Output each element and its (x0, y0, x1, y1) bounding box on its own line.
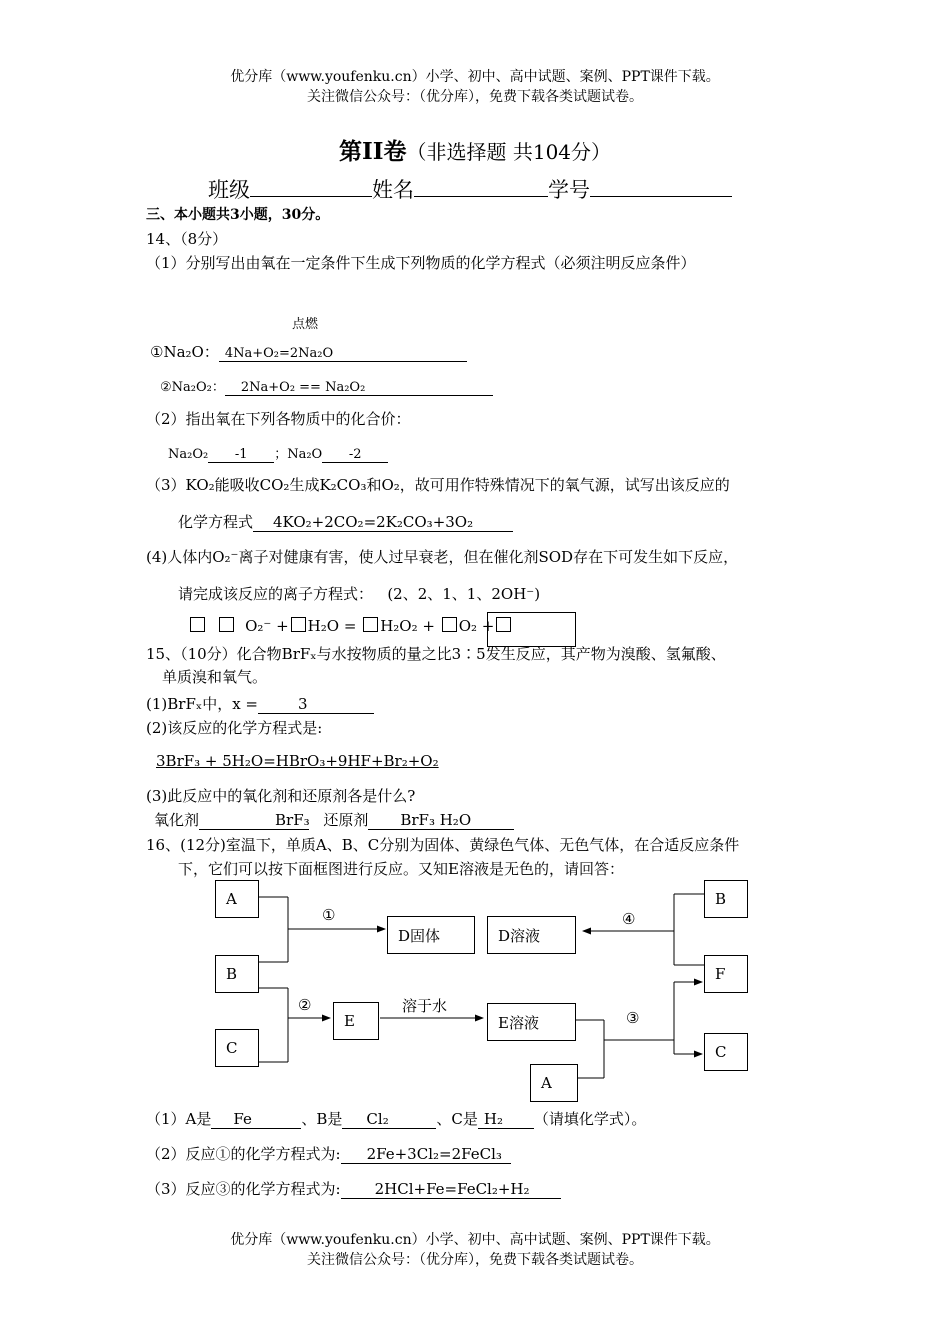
q16-answer-2 (146, 1143, 511, 1164)
q15-part3: (3)此反应中的氧化剂和还原剂各是什么? (146, 787, 416, 805)
q15-head2: 单质溴和氧气。 (162, 668, 268, 686)
q14-part2: （2）指出氧在下列各物质中的化合价： (146, 410, 411, 428)
box-d-solid: D固体 (387, 916, 475, 954)
dissolve-label: 溶于水 (402, 997, 448, 1015)
id-label: 学号 (548, 178, 590, 202)
q16-a1-a: Fe (211, 1110, 301, 1129)
title-main: 第II卷 (338, 138, 407, 165)
q15-part2-answer: 3BrF₃ + 5H₂O=HBrO₃+9HF+Br₂+O₂ (156, 752, 439, 770)
q14-valence-b-val: -2 (322, 447, 388, 463)
q14-ion-o2b: O₂ + (458, 617, 495, 635)
box-e: E (333, 1002, 379, 1040)
q14-valence-b-label: ；Na₂O (274, 447, 323, 462)
q14-part4-prompt: 请完成该反应的离子方程式： (178, 585, 374, 603)
q16-a1-b: Cl₂ (342, 1110, 436, 1129)
footer-line-2: 关注微信公众号：（优分库），免费下载各类试题试卷。 (307, 1252, 643, 1268)
name-label: 姓名 (372, 178, 414, 202)
q16-a3-label: （3）反应③的化学方程式为: (146, 1180, 341, 1198)
q16-a1-post: （请填化学式）。 (533, 1110, 647, 1128)
q15-part2: (2)该反应的化学方程式是: (146, 719, 323, 737)
q14-eq2-answer: 2Na+O₂ == Na₂O₂ (225, 380, 493, 396)
q14-ion-h2o2: H₂O₂ + (380, 617, 435, 635)
q16-answer-3 (146, 1178, 561, 1199)
q15-oxidizer-answer: BrF₃ (199, 811, 309, 830)
q15-head: 15、（10分）化合物BrFₓ与水按物质的量之比3∶5发生反应，其产物为溴酸、氢氟酸、 (146, 645, 726, 663)
title-sub: （非选择题 共104分） (406, 140, 612, 164)
q14-eq1-answer: 4Na+O₂=2Na₂O (219, 346, 467, 362)
q16-a2-label: （2）反应①的化学方程式为: (146, 1145, 341, 1163)
q14-part3-a: （3）KO₂能吸收CO₂生成K₂CO₃和O₂，故可用作特殊情况下的氧气源，试写出该反应的 (146, 476, 730, 494)
q16-a1-pre: （1）A是 (146, 1110, 212, 1128)
reaction-4-label: ④ (622, 910, 636, 928)
q14-part1: （1）分别写出由氧在一定条件下生成下列物质的化学方程式（必须注明反应条件） (146, 254, 696, 272)
q14-part4-hint: (2、2、1、1、2OH⁻) (387, 585, 541, 603)
box-d-solution: D溶液 (487, 916, 576, 954)
q16-a2-answer: 2Fe+3Cl₂=2FeCl₃ (341, 1145, 511, 1164)
q16-a1-c: H₂ (478, 1110, 534, 1129)
header-line-2: 关注微信公众号：（优分库），免费下载各类试题试卷。 (307, 89, 643, 105)
reaction-3-label: ③ (626, 1009, 640, 1027)
box-c: C (215, 1029, 259, 1067)
q14-valence-a-label: Na₂O₂ (168, 447, 209, 462)
box-f: F (704, 955, 748, 993)
q16-head2: 下，它们可以按下面框图进行反应。又知E溶液是无色的，请回答： (178, 860, 624, 878)
header-line-1: 优分库（www.youfenku.cn）小学、初中、高中试题、案例、PPT课件下载。 (230, 69, 720, 85)
box-a-2: A (530, 1064, 578, 1102)
q14-ion-h2o: H₂O = (307, 617, 357, 635)
q16-a1-mid: 、B是 (301, 1110, 343, 1128)
q15-reducer-label: 还原剂 (323, 811, 369, 829)
q14-part4-a: (4)人体内O₂⁻离子对健康有害，使人过早衰老，但在催化剂SOD存在下可发生如下反应， (146, 548, 739, 566)
q16-answer-1 (146, 1108, 646, 1129)
footer-line-1: 优分库（www.youfenku.cn）小学、初中、高中试题、案例、PPT课件下载。 (230, 1232, 720, 1248)
q14-condition: 点燃 (292, 317, 319, 332)
class-label: 班级 (208, 178, 250, 202)
q16-a3-answer: 2HCl+Fe=FeCl₂+H₂ (341, 1180, 561, 1199)
q14-head: 14、（8分） (146, 230, 228, 248)
q15-oxidizer-label: 氧化剂 (154, 811, 200, 829)
box-b: B (215, 955, 259, 993)
q15-part1-answer: 3 (258, 695, 374, 714)
q14-eq1-label: ①Na₂O： (150, 343, 219, 361)
section-heading: 三、本小题共3小题，30分。 (146, 207, 330, 223)
q14-part3-label: 化学方程式 (178, 513, 254, 531)
q14-part3-answer: 4KO₂+2CO₂=2K₂CO₃+3O₂ (253, 513, 513, 532)
q14-valence-a-val: -1 (208, 447, 274, 463)
q15-reducer-answer: BrF₃ H₂O (368, 811, 514, 830)
box-e-solution: E溶液 (487, 1003, 576, 1041)
reaction-2-label: ② (298, 996, 312, 1014)
q16-a1-mid2: 、C是 (436, 1110, 478, 1128)
q15-part1-label: (1)BrFₓ中，x = (146, 695, 259, 713)
box-a: A (215, 880, 259, 918)
box-c-2: C (704, 1033, 748, 1071)
q14-ion-o2: O₂⁻ + (245, 617, 289, 635)
q14-eq2-label: ②Na₂O₂： (160, 380, 225, 395)
q16-head: 16、(12分)室温下，单质A、B、C分别为固体、黄绿色气体、无色气体，在合适反应条件 (146, 836, 740, 854)
box-b-2: B (704, 880, 748, 918)
reaction-1-label: ① (322, 906, 336, 924)
